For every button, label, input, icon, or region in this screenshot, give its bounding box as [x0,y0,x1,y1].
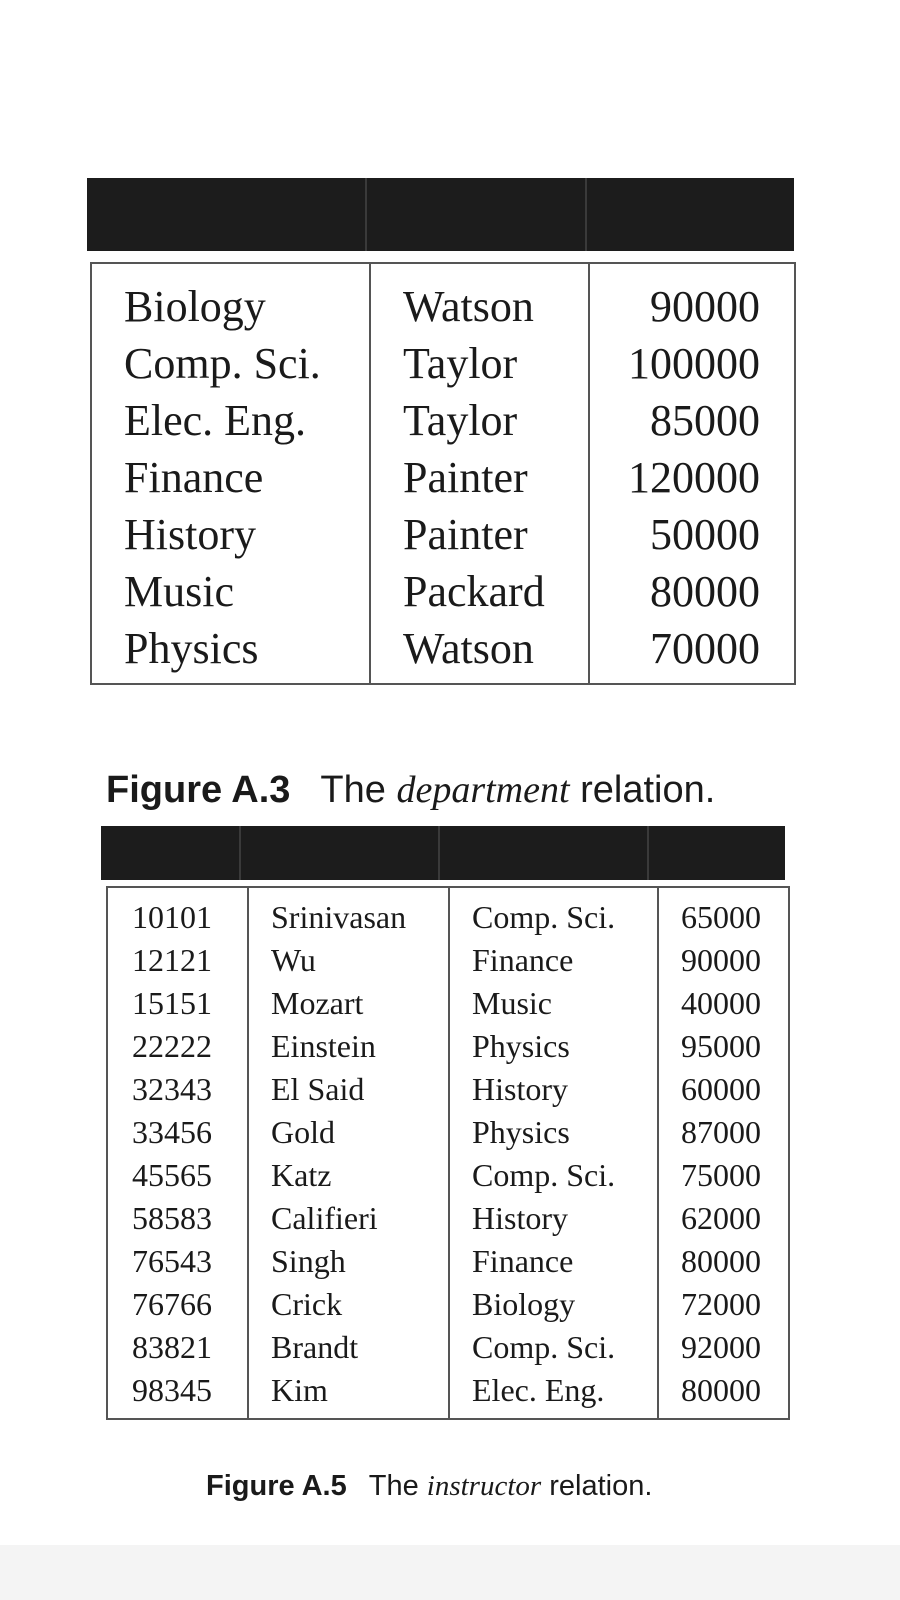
dept-name-cell: Elec. Eng. [449,1369,658,1419]
figure-caption-department [106,768,715,812]
name-cell: Gold [248,1111,449,1154]
salary-cell: 95000 [681,1028,761,1064]
name-cell: Katz [248,1154,449,1197]
table-row [107,887,789,939]
name-cell: Kim [248,1369,449,1419]
salary-cell: 80000 [681,1243,761,1279]
table-row [91,263,795,335]
dept-name-cell: Comp. Sci. [449,887,658,939]
dept-name-cell: Finance [449,1240,658,1283]
salary-cell: 92000 [681,1329,761,1365]
figure-number: Figure A.3 [106,769,291,811]
caption-prefix: The [368,1470,419,1502]
instructor-header-cell [101,826,241,880]
building-cell: Watson [370,263,589,335]
budget-cell: 50000 [650,510,760,559]
salary-cell: 75000 [681,1157,761,1193]
dept-name-cell: Finance [449,939,658,982]
page-bottom-band [0,1545,900,1600]
instructor-header-cell [440,826,649,880]
id-cell: 76543 [107,1240,248,1283]
id-cell: 15151 [107,982,248,1025]
id-cell: 10101 [107,887,248,939]
name-cell: Einstein [248,1025,449,1068]
name-cell: Srinivasan [248,887,449,939]
building-cell: Packard [370,563,589,620]
name-cell: Crick [248,1283,449,1326]
table-row [107,1240,789,1283]
building-cell: Painter [370,449,589,506]
id-cell: 32343 [107,1068,248,1111]
salary-cell: 87000 [681,1114,761,1150]
salary-cell: 90000 [681,942,761,978]
budget-cell: 80000 [650,567,760,616]
table-row [91,335,795,392]
table-row [107,1283,789,1326]
id-cell: 33456 [107,1111,248,1154]
table-row [107,982,789,1025]
name-cell: Califieri [248,1197,449,1240]
dept-name-cell: Music [91,563,370,620]
dept-name-cell: Comp. Sci. [91,335,370,392]
dept-name-cell: Music [449,982,658,1025]
budget-cell: 70000 [650,624,760,673]
dept-name-cell: History [91,506,370,563]
department-table-header [87,178,794,251]
id-cell: 76766 [107,1283,248,1326]
caption-suffix: relation. [549,1470,653,1502]
instructor-header-cell [241,826,440,880]
instructor-table-header [101,826,785,880]
dept-name-cell: Physics [449,1025,658,1068]
table-row [107,1068,789,1111]
department-header-cell [367,178,587,251]
salary-cell: 65000 [681,899,761,935]
dept-name-cell: Physics [91,620,370,684]
department-table [90,262,796,685]
instructor-header-cell [649,826,785,880]
dept-name-cell: Physics [449,1111,658,1154]
salary-cell: 40000 [681,985,761,1021]
salary-cell: 60000 [681,1071,761,1107]
budget-cell: 100000 [628,339,760,388]
relation-name: department [396,769,570,811]
building-cell: Taylor [370,335,589,392]
name-cell: El Said [248,1068,449,1111]
building-cell: Painter [370,506,589,563]
table-row [107,1326,789,1369]
id-cell: 98345 [107,1369,248,1419]
dept-name-cell: History [449,1197,658,1240]
table-row [91,506,795,563]
salary-cell: 62000 [681,1200,761,1236]
name-cell: Mozart [248,982,449,1025]
budget-cell: 85000 [650,396,760,445]
caption-prefix: The [320,769,386,811]
table-row [107,1197,789,1240]
table-row [91,449,795,506]
table-row [107,1111,789,1154]
table-row [107,1025,789,1068]
budget-cell: 90000 [650,282,760,331]
dept-name-cell: Comp. Sci. [449,1326,658,1369]
dept-name-cell: History [449,1068,658,1111]
relation-name: instructor [426,1470,542,1502]
salary-cell: 80000 [681,1372,761,1408]
building-cell: Taylor [370,392,589,449]
name-cell: Brandt [248,1326,449,1369]
id-cell: 45565 [107,1154,248,1197]
salary-cell: 72000 [681,1286,761,1322]
instructor-table [106,886,790,1420]
caption-suffix: relation. [580,769,716,811]
table-row [107,939,789,982]
figure-number: Figure A.5 [206,1470,347,1502]
dept-name-cell: Finance [91,449,370,506]
table-row [91,392,795,449]
department-header-cell [587,178,794,251]
id-cell: 58583 [107,1197,248,1240]
figure-caption-instructor [206,1470,652,1503]
dept-name-cell: Biology [91,263,370,335]
table-row [107,1369,789,1419]
dept-name-cell: Biology [449,1283,658,1326]
dept-name-cell: Elec. Eng. [91,392,370,449]
department-header-cell [87,178,367,251]
name-cell: Wu [248,939,449,982]
table-row [91,620,795,684]
budget-cell: 120000 [628,453,760,502]
id-cell: 22222 [107,1025,248,1068]
id-cell: 83821 [107,1326,248,1369]
table-row [91,563,795,620]
id-cell: 12121 [107,939,248,982]
building-cell: Watson [370,620,589,684]
dept-name-cell: Comp. Sci. [449,1154,658,1197]
name-cell: Singh [248,1240,449,1283]
table-row [107,1154,789,1197]
